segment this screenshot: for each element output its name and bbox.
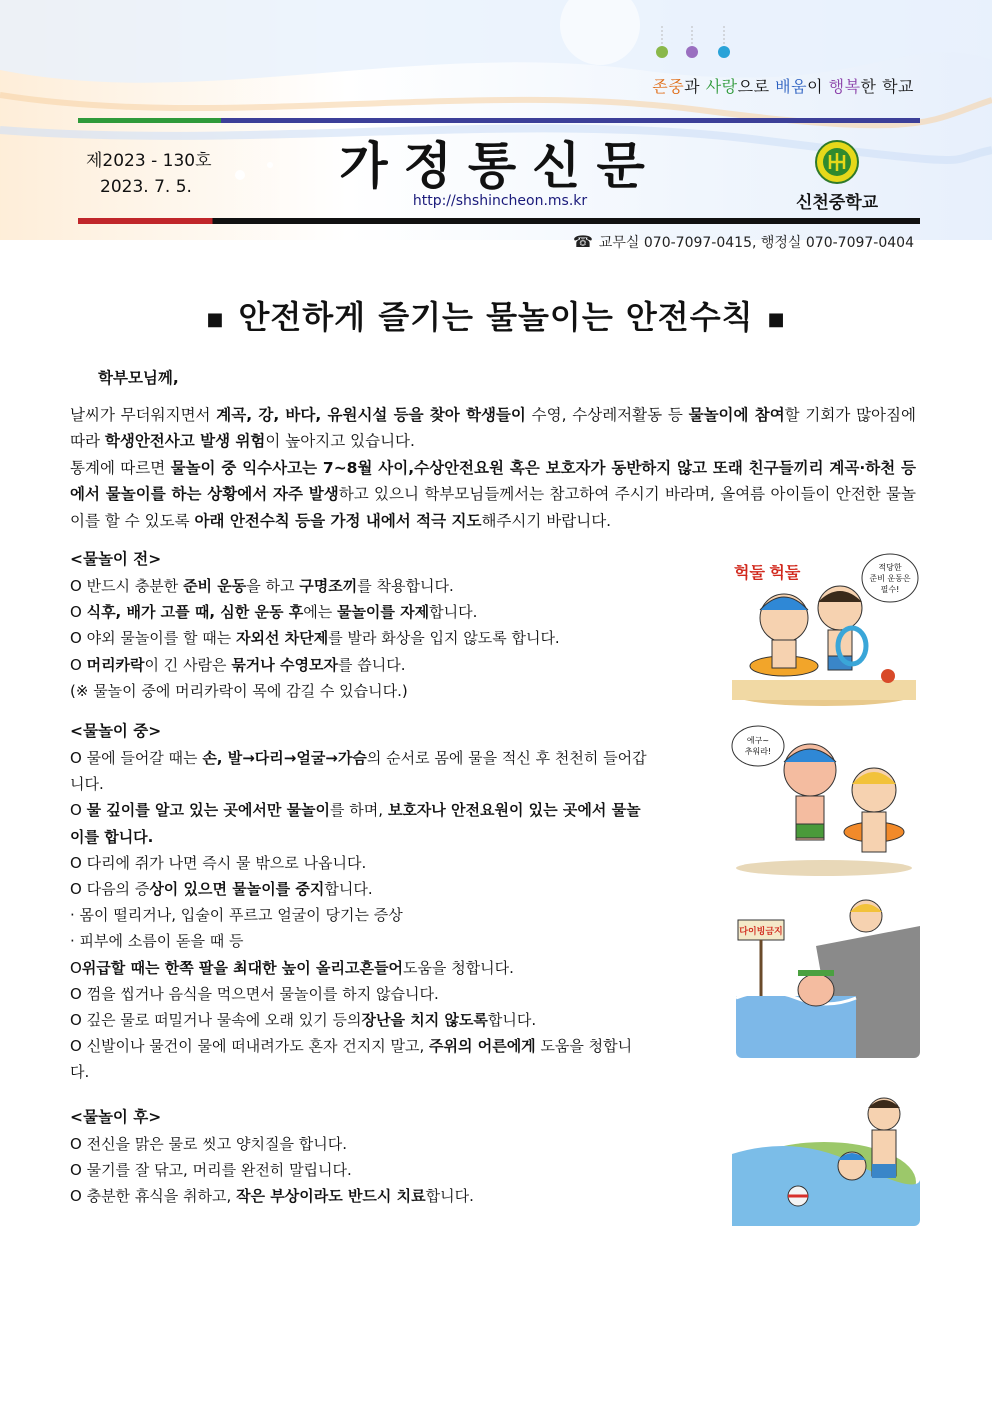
motto-segment: 배움	[775, 77, 808, 96]
text-run: 합니다.	[425, 1187, 474, 1206]
text-run: O	[70, 603, 87, 622]
text-run: O 깊은 물로 떠밀거나 물속에 오래 있기 등의	[70, 1011, 362, 1030]
bold-text: 주위의 어른에게	[429, 1037, 536, 1056]
rule-item	[70, 625, 710, 651]
text-run: O 반드시 충분한	[70, 577, 184, 595]
illustration-warmup	[728, 548, 920, 706]
rule-item	[70, 652, 710, 678]
text-run: 수영, 수상레저활동 등	[525, 406, 689, 424]
bold-text: 머리카락	[86, 655, 145, 674]
motto-segment: 한 학교	[860, 77, 914, 96]
text-run: 하고 있으니 학부모님들께서는 참고하여 주시기 바라며, 올여름 아이들이 안전한 물놀이를 할 수 있도록	[70, 485, 916, 530]
rule-item	[70, 1007, 650, 1033]
text-run: O 전신을 맑은 물로 씻고 양치질을 합니다.	[70, 1135, 348, 1153]
section-before-swimming	[70, 546, 710, 704]
motto-segment: 이	[807, 77, 829, 96]
bold-text: 손, 발→다리→얼굴→가슴	[202, 749, 367, 767]
text-run: O 충분한 휴식을 취하고,	[70, 1187, 237, 1206]
text-run: 합니다.	[429, 603, 478, 622]
text-run: 를 씁니다.	[337, 655, 406, 674]
dot-purple	[686, 46, 698, 58]
dot-green	[656, 46, 668, 58]
bold-text: 위급할 때는 한쪽 팔을 최대한 높이 올리고흔들어	[81, 958, 403, 977]
text-run: 통계에 따르면	[70, 458, 171, 477]
bold-text: 식후, 배가 고플 때, 심한 운동 후	[86, 603, 304, 622]
headline	[0, 292, 992, 338]
text-run: O 물에 들어갈 때는	[70, 749, 203, 767]
intro-paragraph	[70, 402, 916, 534]
text-run: 를 착용합니다.	[357, 577, 454, 595]
bold-text: 준비 운동	[183, 577, 247, 595]
text-run: O 신발이나 물건이 물에 떠내려가도 혼자 건지지 말고,	[70, 1037, 430, 1056]
contact-phone	[573, 232, 914, 252]
rule-item	[70, 928, 650, 954]
text-run: (※ 물놀이 중에 머리카락이 목에 감길 수 있습니다.)	[70, 681, 408, 700]
text-run: 합니다.	[324, 880, 373, 899]
bold-text: 구명조끼	[299, 577, 358, 595]
rule-item	[70, 955, 650, 981]
illustration-shout-text: 헉둘 헉둘	[734, 565, 801, 582]
school-website-link[interactable]: http://shshincheon.ms.kr	[412, 193, 588, 209]
text-run: 도움을 청합니다.	[70, 1037, 633, 1082]
bold-text: 상이 있으면 물놀이를 중지	[149, 880, 325, 899]
motto-segment: 으로	[737, 77, 776, 96]
issue-date: 2023. 7. 5.	[100, 177, 192, 197]
headline-text: 안전하게 즐기는 물놀이는 안전수칙	[238, 298, 754, 336]
bold-text: 자외선 차단제	[236, 629, 329, 648]
text-run: · 몸이 떨리거나, 입술이 푸르고 얼굴이 당기는 증상	[70, 906, 403, 925]
square-bullet-icon: ■	[206, 308, 225, 330]
rule-item	[70, 678, 710, 704]
text-run: O 물기를 잘 닦고, 머리를 완전히 말립니다.	[70, 1161, 352, 1180]
text-run: 을 하고	[246, 577, 300, 595]
rule-item	[70, 573, 710, 599]
text-run: 해주시기 바랍니다.	[481, 511, 612, 530]
bold-text: 작은 부상이라도 반드시 치료	[236, 1187, 426, 1206]
text-run: O 야외 물놀이를 할 때는	[70, 629, 237, 648]
illustration-bubble-2: 준비 운동은	[869, 574, 911, 583]
rule-item	[70, 797, 650, 849]
section-during-swimming	[70, 718, 650, 1086]
rule-item	[70, 599, 710, 625]
header-top-rule	[78, 118, 920, 123]
section-title: <물놀이 전>	[70, 550, 162, 568]
bold-text: 물 깊이를 알고 있는 곳에서만 물놀이	[86, 801, 331, 820]
bold-text: 장난을 치지 않도록	[361, 1011, 488, 1030]
bold-text: 학생안전사고 발생 위험	[104, 432, 266, 451]
bold-text: 물놀이 중 익수사고는 7~8월 사이,수상안전요원 혹은 보호자가 동반하지 않고 또래 친구들끼리 계곡·하천 등에서 물놀이를 하는 상황에서 자주 발생	[70, 458, 916, 504]
section-title: <물놀이 중>	[70, 722, 162, 740]
text-run: 할 기회가 많아짐에 따라	[70, 406, 916, 451]
square-bullet-icon: ■	[767, 308, 786, 330]
rule-item	[70, 850, 650, 876]
text-run: · 피부에 소름이 돋을 때 등	[70, 932, 244, 951]
bold-text: 물놀이에 참여	[688, 406, 785, 424]
illustration-bubble-1: 에구~	[746, 736, 770, 745]
text-run: O	[70, 958, 82, 977]
text-run: 에는	[303, 603, 337, 622]
illustration-no-diving	[736, 886, 920, 1058]
motto-segment: 존중	[652, 77, 685, 96]
text-run: O 껌을 씹거나 음식을 먹으면서 물놀이를 하지 않습니다.	[70, 984, 439, 1003]
text-run: O 다음의 증	[70, 880, 150, 899]
rule-item	[70, 1033, 650, 1085]
bold-text: 보호자나 안전요원이 있는 곳에서 물놀이를 합니다.	[70, 801, 641, 846]
dot-blue	[718, 46, 730, 58]
rule-item	[70, 876, 650, 902]
text-run: O	[70, 801, 87, 820]
no-diving-sign-text: 다이빙금지	[739, 927, 783, 937]
motto-segment: 행복	[828, 77, 861, 96]
header-bottom-rule	[78, 218, 920, 224]
illustration-bubble-2: 추워라!	[744, 747, 772, 756]
newsletter-title: 가정통신문	[339, 137, 661, 195]
telephone-icon: ☎	[572, 232, 593, 251]
decorative-dots	[652, 26, 742, 62]
illustration-cold-water	[728, 720, 920, 878]
section-title: <물놀이 후>	[70, 1108, 162, 1126]
bold-text: 계곡, 강, 바다, 유원시설 등을 찾아 학생들이	[216, 406, 526, 424]
rule-item	[70, 745, 650, 797]
contact-phone-text: 교무실 070-7097-0415, 행정실 070-7097-0404	[598, 235, 914, 251]
illustration-bubble-3: 필수!	[880, 585, 900, 594]
text-run: O 다리에 쥐가 나면 즉시 물 밖으로 나옵니다.	[70, 853, 367, 872]
school-name: 신천중학교	[795, 193, 879, 213]
text-run: 이 긴 사람은	[144, 655, 232, 674]
rule-item	[70, 981, 650, 1007]
rule-item	[70, 1183, 670, 1209]
bold-text: 아래 안전수칙 등을 가정 내에서 적극 지도	[194, 511, 482, 530]
bold-text: 묶거나 수영모자	[231, 655, 338, 674]
text-run: 의 순서로 몸에 물을 적신 후 천천히 들어갑니다.	[70, 749, 647, 794]
text-run: O	[70, 655, 87, 674]
illustration-bubble-1: 적당한	[878, 563, 902, 572]
text-run: 이 높아지고 있습니다.	[265, 432, 415, 451]
rule-item	[70, 902, 650, 928]
school-motto	[652, 74, 914, 97]
text-run: 합니다.	[487, 1011, 537, 1030]
issue-number: 제2023 - 130호	[86, 151, 212, 171]
school-emblem-icon	[815, 140, 859, 184]
text-run: 날씨가 무더워지면서	[70, 406, 217, 424]
rule-item	[70, 1131, 670, 1157]
text-run: 를 발라 화상을 입지 않도록 합니다.	[328, 629, 560, 648]
motto-segment: 사랑	[705, 77, 738, 96]
text-run: 도움을 청합니다.	[402, 958, 514, 977]
rule-item	[70, 1157, 670, 1183]
section-after-swimming	[70, 1104, 670, 1210]
illustration-after-swimming	[726, 1084, 920, 1226]
motto-segment: 과	[684, 77, 706, 96]
greeting: 학부모님께,	[98, 369, 179, 387]
text-run: 를 하며,	[330, 801, 388, 820]
bold-text: 물놀이를 자제	[336, 603, 430, 622]
